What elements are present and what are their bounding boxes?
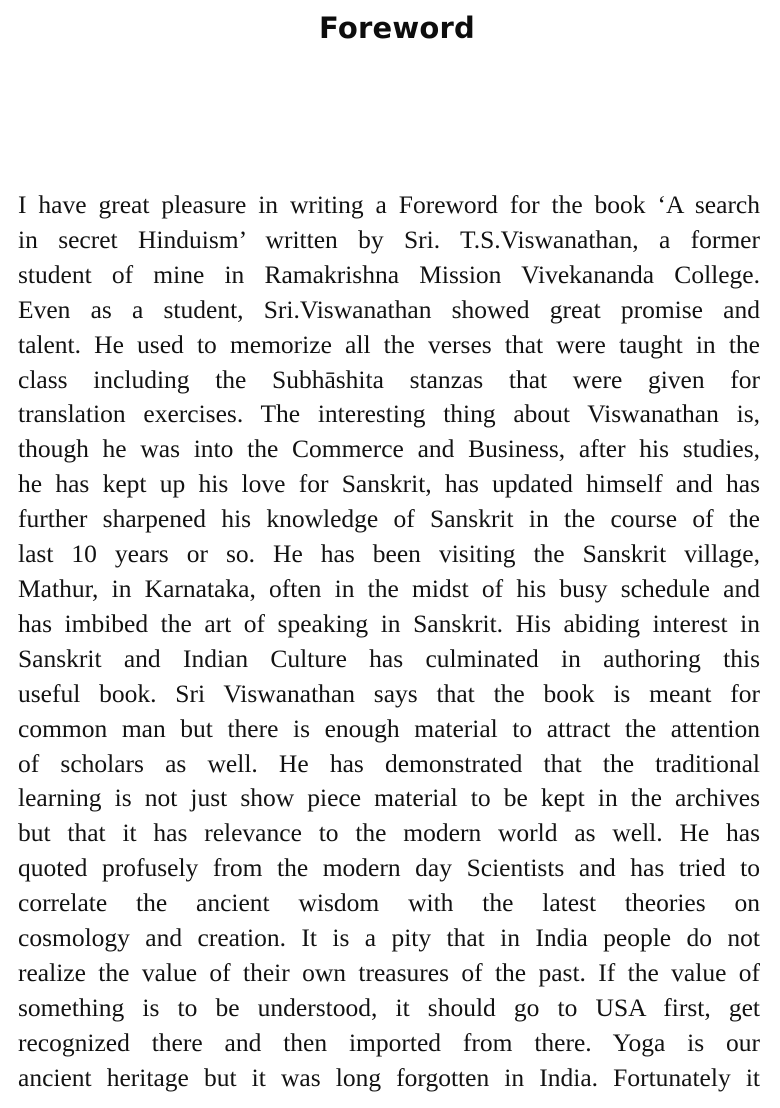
text-line: though he was into the Commerce and Business, after his studies, (18, 434, 760, 464)
text-line: learning is not just show piece material to be kept in the archives (18, 783, 760, 813)
text-line: Even as a student, Sri.Viswanathan showed great promise and (18, 294, 760, 324)
text-line: realize the value of their own treasures of the past. If the value of (18, 957, 760, 987)
text-line: cosmology and creation. It is a pity that in India people do not (18, 923, 760, 953)
text-line: something is to be understood, it should go to USA first, get (18, 992, 760, 1022)
text-line: recognized there and then imported from there. Yoga is our (18, 1027, 760, 1057)
text-line: Sanskrit and Indian Culture has culminated in authoring this (18, 643, 760, 673)
text-line: translation exercises. The interesting thing about Viswanathan is, (18, 399, 760, 429)
text-line: I have great pleasure in writing a Foreword for the book ‘A search (18, 190, 760, 219)
text-line: correlate the ancient wisdom with the latest theories on (18, 888, 760, 918)
text-line: common man but there is enough material to attract the attention (18, 713, 760, 743)
text-line: student of mine in Ramakrishna Mission Vivekananda College. (18, 259, 760, 289)
text-line: last 10 years or so. He has been visiting the Sanskrit village, (18, 539, 760, 569)
text-line: quoted profusely from the modern day Scientists and has tried to (18, 853, 760, 883)
text-line: talent. He used to memorize all the verses that were taught in the (18, 329, 760, 359)
text-line: further sharpened his knowledge of Sanskrit in the course of the (18, 504, 760, 534)
text-line: Mathur, in Karnataka, often in the midst of his busy schedule and (18, 573, 760, 603)
text-line: of scholars as well. He has demonstrated that the traditional (18, 748, 760, 778)
text-line: class including the Subhāshita stanzas that were given for (18, 364, 760, 394)
text-line: useful book. Sri Viswanathan says that the book is meant for (18, 678, 760, 708)
text-line: ancient heritage but it was long forgotten in India. Fortunately it (18, 1062, 760, 1092)
text-line: but that it has relevance to the modern world as well. He has (18, 818, 760, 848)
text-line: he has kept up his love for Sanskrit, has updated himself and has (18, 469, 760, 499)
text-line: has imbibed the art of speaking in Sanskrit. His abiding interest in (18, 608, 760, 638)
foreword-paragraph (18, 188, 760, 1096)
page-title: Foreword (319, 11, 475, 45)
text-line: in secret Hinduism’ written by Sri. T.S.Viswanathan, a former (18, 224, 760, 254)
